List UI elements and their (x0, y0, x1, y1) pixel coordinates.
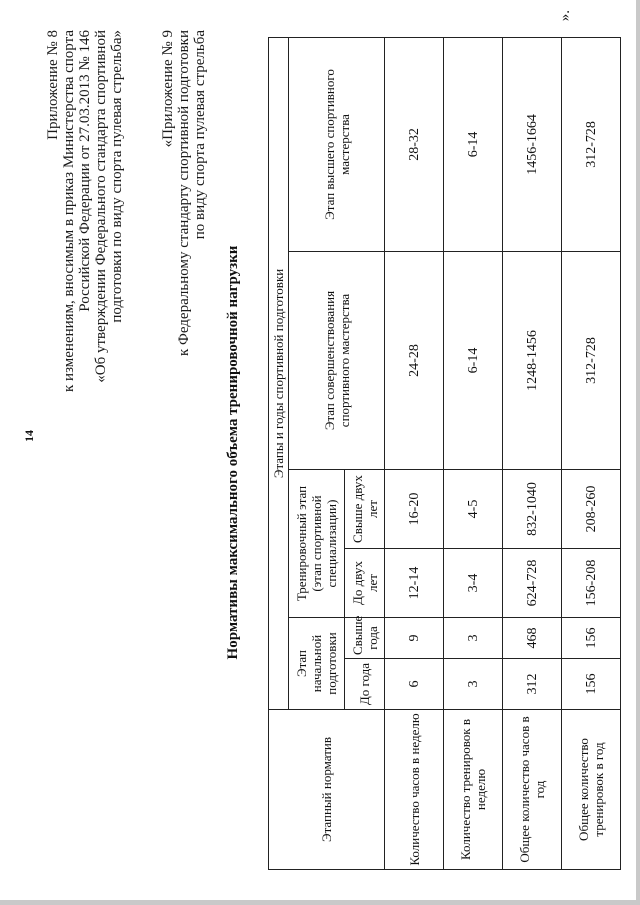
col-header-norm: Этапный норматив (269, 710, 385, 870)
stage-highest-header: Этап высшего спортивного мастерства (289, 37, 385, 251)
cell-value: 3 (444, 618, 503, 659)
sub-header-over-two-years: Свыше двух лет (345, 470, 385, 549)
table-row (562, 37, 621, 869)
stage-training-header: Тренировочный этап (этап спортивной специализации) (289, 470, 345, 618)
norms-table (268, 37, 621, 870)
sub-header-until-year: До года (345, 659, 385, 710)
cell-value: 6-14 (444, 252, 503, 470)
cell-value: 312-728 (562, 252, 621, 470)
cell-value: 3 (444, 659, 503, 710)
annex9-header (160, 30, 208, 356)
header-row-1 (269, 37, 289, 869)
table-row (444, 37, 503, 869)
col-header-stages: Этапы и годы спортивной подготовки (269, 37, 289, 709)
cell-value: 1248-1456 (503, 252, 562, 470)
annex9-line: «Приложение № 9 (160, 30, 176, 148)
table-row (385, 37, 444, 869)
annex9-line: к Федеральному стандарту спортивной подготовки (176, 30, 192, 357)
cell-value: 156-208 (562, 549, 621, 618)
cell-value: 6 (385, 659, 444, 710)
annex8-line: подготовки по виду спорта пулевая стрельба» (109, 30, 125, 323)
table-row (503, 37, 562, 869)
cell-value: 6-14 (444, 37, 503, 251)
cell-value: 156 (562, 659, 621, 710)
row-label: Общее количество тренировок в год (562, 710, 621, 870)
cell-value: 16-20 (385, 470, 444, 549)
document-title: Нормативы максимального объема тренировочной нагрузки (225, 245, 241, 660)
annex8-header (45, 30, 125, 392)
cell-value: 9 (385, 618, 444, 659)
cell-value: 208-260 (562, 470, 621, 549)
cell-value: 1456-1664 (503, 37, 562, 251)
cell-value: 4-5 (444, 470, 503, 549)
closing-quote-mark: ». (557, 10, 573, 22)
annex8-line: Российской Федерации от 27.03.2013 № 146 (77, 30, 93, 312)
cell-value: 312 (503, 659, 562, 710)
row-label: Количество часов в неделю (385, 710, 444, 870)
cell-value: 28-32 (385, 37, 444, 251)
sub-header-until-two-years: До двух лет (345, 549, 385, 618)
cell-value: 312-728 (562, 37, 621, 251)
stage-initial-header: Этап начальной подготовки (289, 618, 345, 710)
cell-value: 832-1040 (503, 470, 562, 549)
page-number: 14 (22, 430, 36, 442)
cell-value: 156 (562, 618, 621, 659)
annex8-line: Приложение № 8 (45, 30, 61, 140)
cell-value: 3-4 (444, 549, 503, 618)
cell-value: 468 (503, 618, 562, 659)
annex9-line: по виду спорта пулевая стрельба (192, 30, 208, 240)
row-label: Количество тренировок в неделю (444, 710, 503, 870)
cell-value: 12-14 (385, 549, 444, 618)
cell-value: 24-28 (385, 252, 444, 470)
annex8-line: «Об утверждении Федерального стандарта спортивной (93, 30, 109, 383)
stage-improvement-header: Этап совершенствования спортивного мастерства (289, 252, 385, 470)
annex8-line: к изменениям, вносимым в приказ Министерства спорта (61, 30, 77, 392)
row-label: Общее количество часов в год (503, 710, 562, 870)
sub-header-over-year: Свыше года (345, 618, 385, 659)
cell-value: 624-728 (503, 549, 562, 618)
